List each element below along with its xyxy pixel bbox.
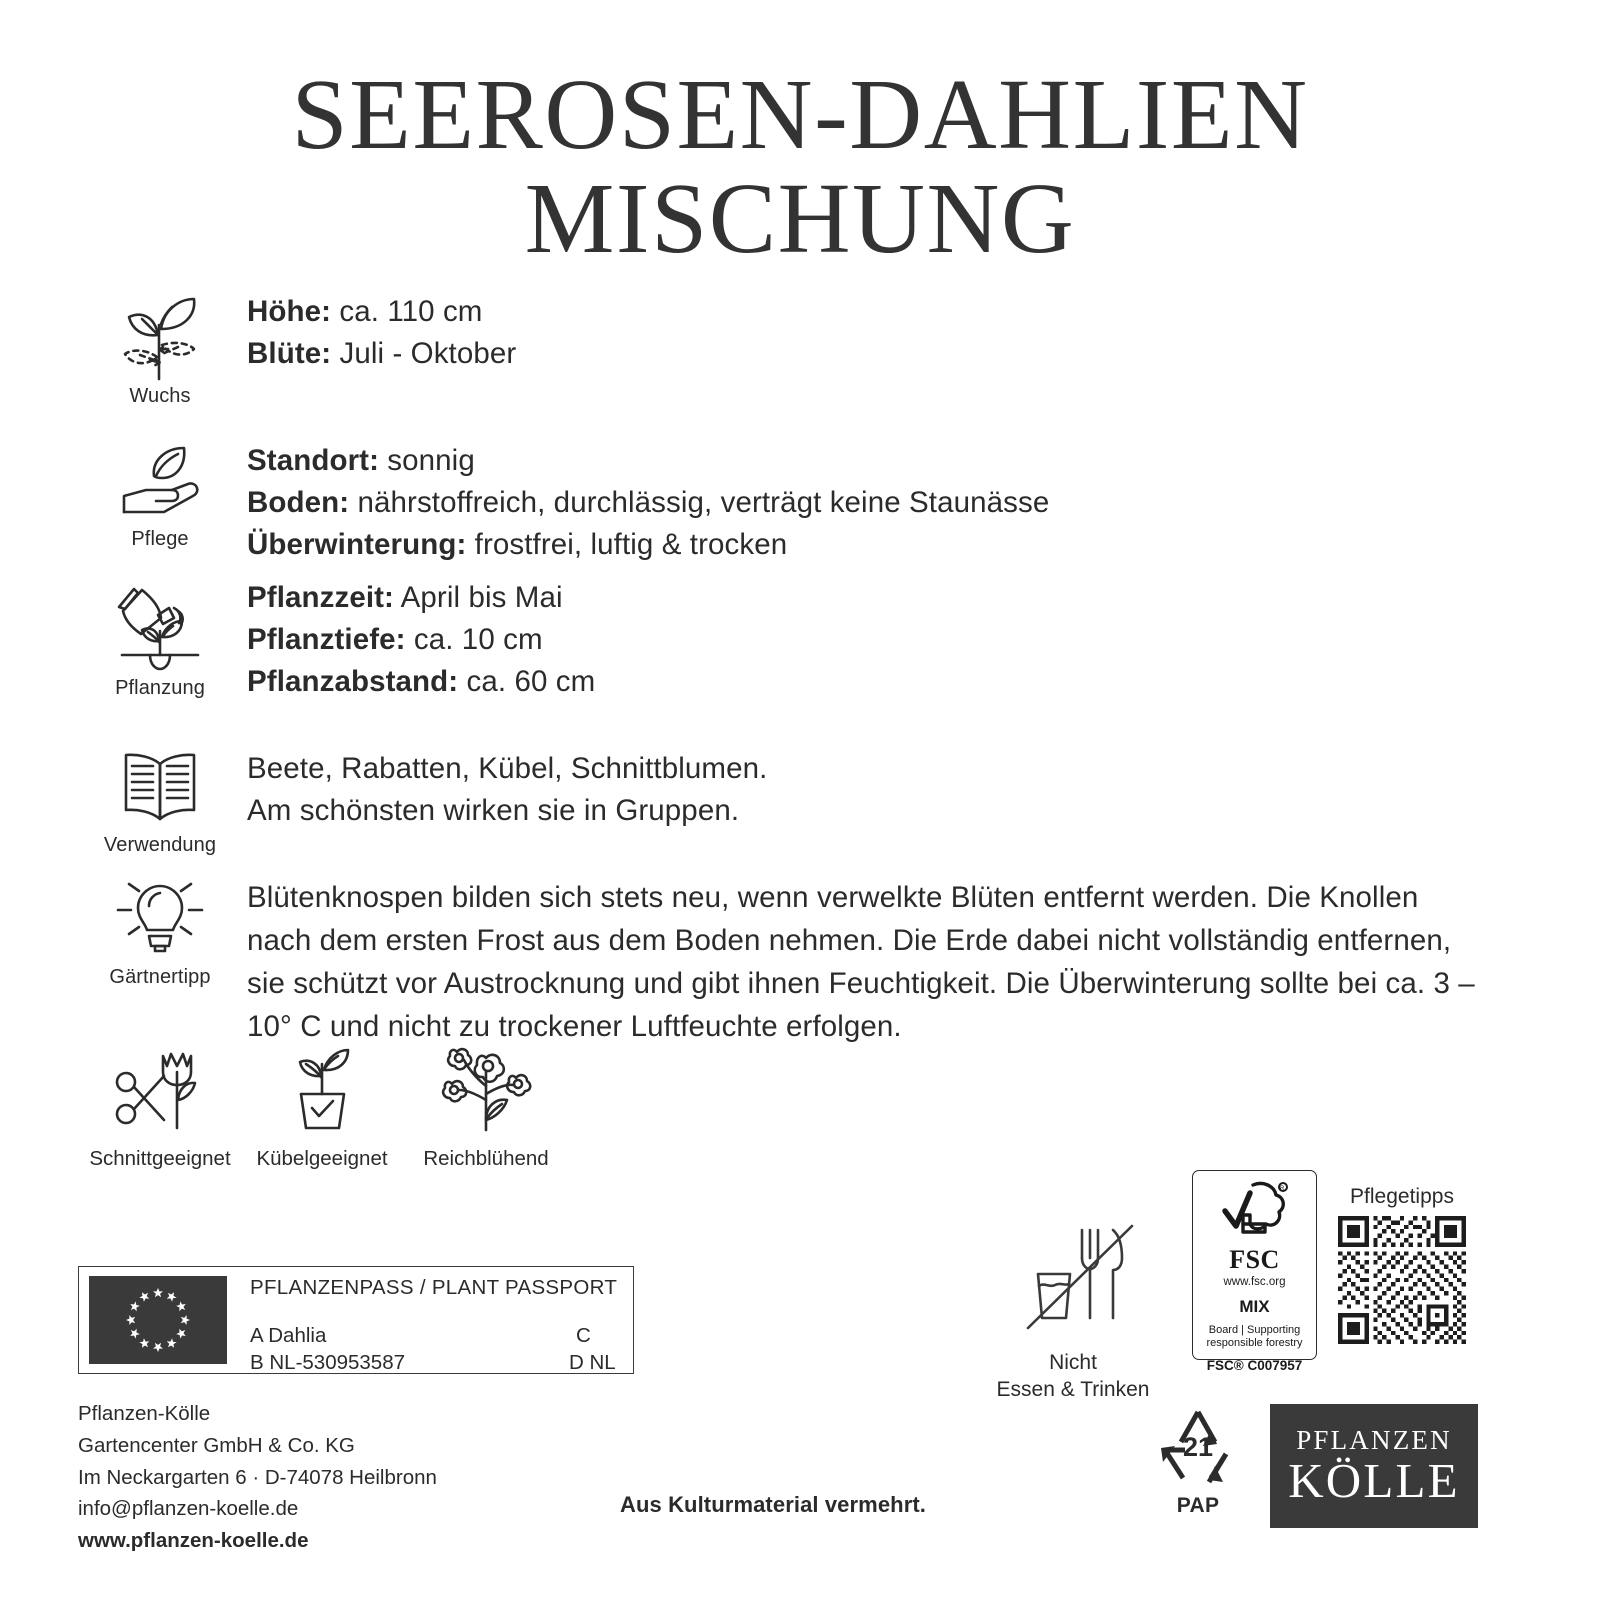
watering-can-seedling-icon	[108, 577, 212, 673]
passport-heading: PFLANZENPASS / PLANT PASSPORT	[250, 1276, 618, 1299]
icon-column	[85, 748, 235, 857]
feature-reichbluehend	[411, 1038, 561, 1171]
potted-plant-check-icon	[271, 1038, 373, 1139]
plant-growth-icon	[112, 291, 208, 381]
icon-label: Pflege	[131, 528, 189, 550]
address-line: Im Neckargarten 6 · D-74078 Heilbronn	[78, 1465, 437, 1489]
open-book-icon	[114, 748, 206, 830]
passport-field-b: B NL-530953587	[250, 1351, 406, 1374]
info-line: Überwinterung: frostfrei, luftig & trocken	[247, 528, 788, 562]
info-row-pflanzung	[85, 577, 595, 704]
feature-label: Reichblühend	[423, 1147, 549, 1170]
pap-label: PAP	[1176, 1494, 1220, 1517]
info-text	[235, 291, 516, 375]
info-row-pflege	[85, 440, 1049, 567]
info-paragraph: Blütenknospen bilden sich stets neu, wenn verwelkte Blüten entfernt werden. Die Knollen nach dem ersten Frost aus dem Boden nehmen. Die Erde dabei nicht vollständig entfernen, sie schützt vor Austrocknung und gibt ihnen Feuchtigkeit. Die Überwinterung sollte bei ca. 3 – 10° C und nicht zu trockener Luftfeuchte erfolgen.	[247, 881, 1475, 1044]
brand-logo	[1270, 1404, 1478, 1528]
feature-badges	[85, 1038, 561, 1171]
fsc-desc-line-2: responsible forestry	[1206, 1337, 1303, 1350]
info-line: Am schönsten wirken sie in Gruppen.	[247, 794, 740, 828]
no-eat-label	[997, 1349, 1150, 1404]
no-eating-drinking-icon	[1008, 1222, 1138, 1345]
address-website[interactable]: www.pflanzen-koelle.de	[78, 1529, 309, 1553]
info-line: Höhe: ca. 110 cm	[247, 295, 483, 328]
fsc-license-code: FSC® C007957	[1206, 1358, 1303, 1374]
info-line: Blüte: Juli - Oktober	[247, 337, 517, 371]
icon-column	[85, 577, 235, 700]
icon-label: Verwendung	[103, 834, 217, 856]
address-line: Gartencenter GmbH & Co. KG	[78, 1433, 355, 1457]
info-line: Pflanzzeit: April bis Mai	[247, 581, 563, 614]
pap-number: 21	[1182, 1432, 1214, 1462]
info-line: Beete, Rabatten, Kübel, Schnittblumen.	[247, 752, 768, 785]
no-eat-line-1: Nicht	[1049, 1351, 1097, 1374]
scissors-tulip-icon	[109, 1038, 211, 1139]
pap-recycling-badge	[1152, 1404, 1244, 1518]
qr-code-block[interactable]	[1338, 1185, 1466, 1344]
info-text	[235, 577, 595, 704]
fsc-tree-icon	[1219, 1179, 1291, 1244]
fsc-mix-label: MIX	[1239, 1297, 1270, 1316]
info-row-verwendung	[85, 748, 767, 857]
icon-column	[85, 291, 235, 408]
fsc-certification-badge	[1192, 1170, 1317, 1374]
brand-line-2: KÖLLE	[1288, 1452, 1460, 1508]
feature-label: Kübelgeeignet	[256, 1147, 388, 1170]
info-line: Pflanztiefe: ca. 10 cm	[247, 623, 543, 657]
icon-label: Gärtnertipp	[109, 966, 211, 988]
brand-line-1: PFLANZEN	[1296, 1424, 1452, 1455]
info-text	[235, 876, 1477, 1048]
icon-label: Pflanzung	[115, 677, 205, 699]
address-line: Pflanzen-Kölle	[78, 1402, 211, 1425]
passport-field-a: A Dahlia	[250, 1324, 327, 1347]
passport-field-d: D NL	[569, 1351, 616, 1374]
address-email: info@pflanzen-koelle.de	[78, 1497, 299, 1521]
plant-passport-box	[78, 1266, 634, 1374]
svg-text:R: R	[1279, 1186, 1284, 1192]
eu-flag-icon	[89, 1276, 227, 1364]
info-row-gaertnertipp	[85, 876, 1477, 1048]
feature-label: Schnittgeeignet	[89, 1147, 231, 1170]
info-row-wuchs	[85, 291, 516, 408]
qr-label: Pflegetipps	[1350, 1185, 1454, 1208]
title-line-1: SEEROSEN-DAHLIEN	[291, 58, 1309, 170]
passport-field-c: C	[576, 1324, 591, 1347]
qr-code-icon[interactable]	[1338, 1216, 1466, 1344]
company-address	[78, 1398, 437, 1557]
many-flowers-icon	[434, 1038, 538, 1139]
info-text	[235, 748, 767, 832]
info-text	[235, 440, 1049, 567]
no-eating-drinking-badge	[985, 1222, 1161, 1404]
fsc-url: www.fsc.org	[1223, 1276, 1286, 1288]
icon-column	[85, 876, 235, 989]
hand-with-leaf-icon	[112, 440, 208, 524]
info-line: Boden: nährstoffreich, durchlässig, verträgt keine Staunässe	[247, 486, 1050, 520]
page-title	[0, 58, 1600, 275]
fsc-wordmark: FSC	[1229, 1245, 1280, 1274]
fsc-desc-line-1: Board | Supporting	[1208, 1324, 1301, 1336]
info-line: Pflanzabstand: ca. 60 cm	[247, 665, 596, 699]
feature-schnittgeeignet	[85, 1038, 235, 1171]
no-eat-line-2: Essen & Trinken	[996, 1378, 1150, 1402]
kulturmaterial-note: Aus Kulturmaterial vermehrt.	[620, 1492, 926, 1517]
info-line: Standort: sonnig	[247, 444, 475, 477]
lightbulb-icon	[112, 876, 208, 962]
icon-column	[85, 440, 235, 551]
fsc-description	[1207, 1324, 1303, 1350]
icon-label: Wuchs	[129, 385, 191, 407]
title-line-2: MISCHUNG	[524, 162, 1076, 275]
feature-kuebelgeeignet	[247, 1038, 397, 1171]
